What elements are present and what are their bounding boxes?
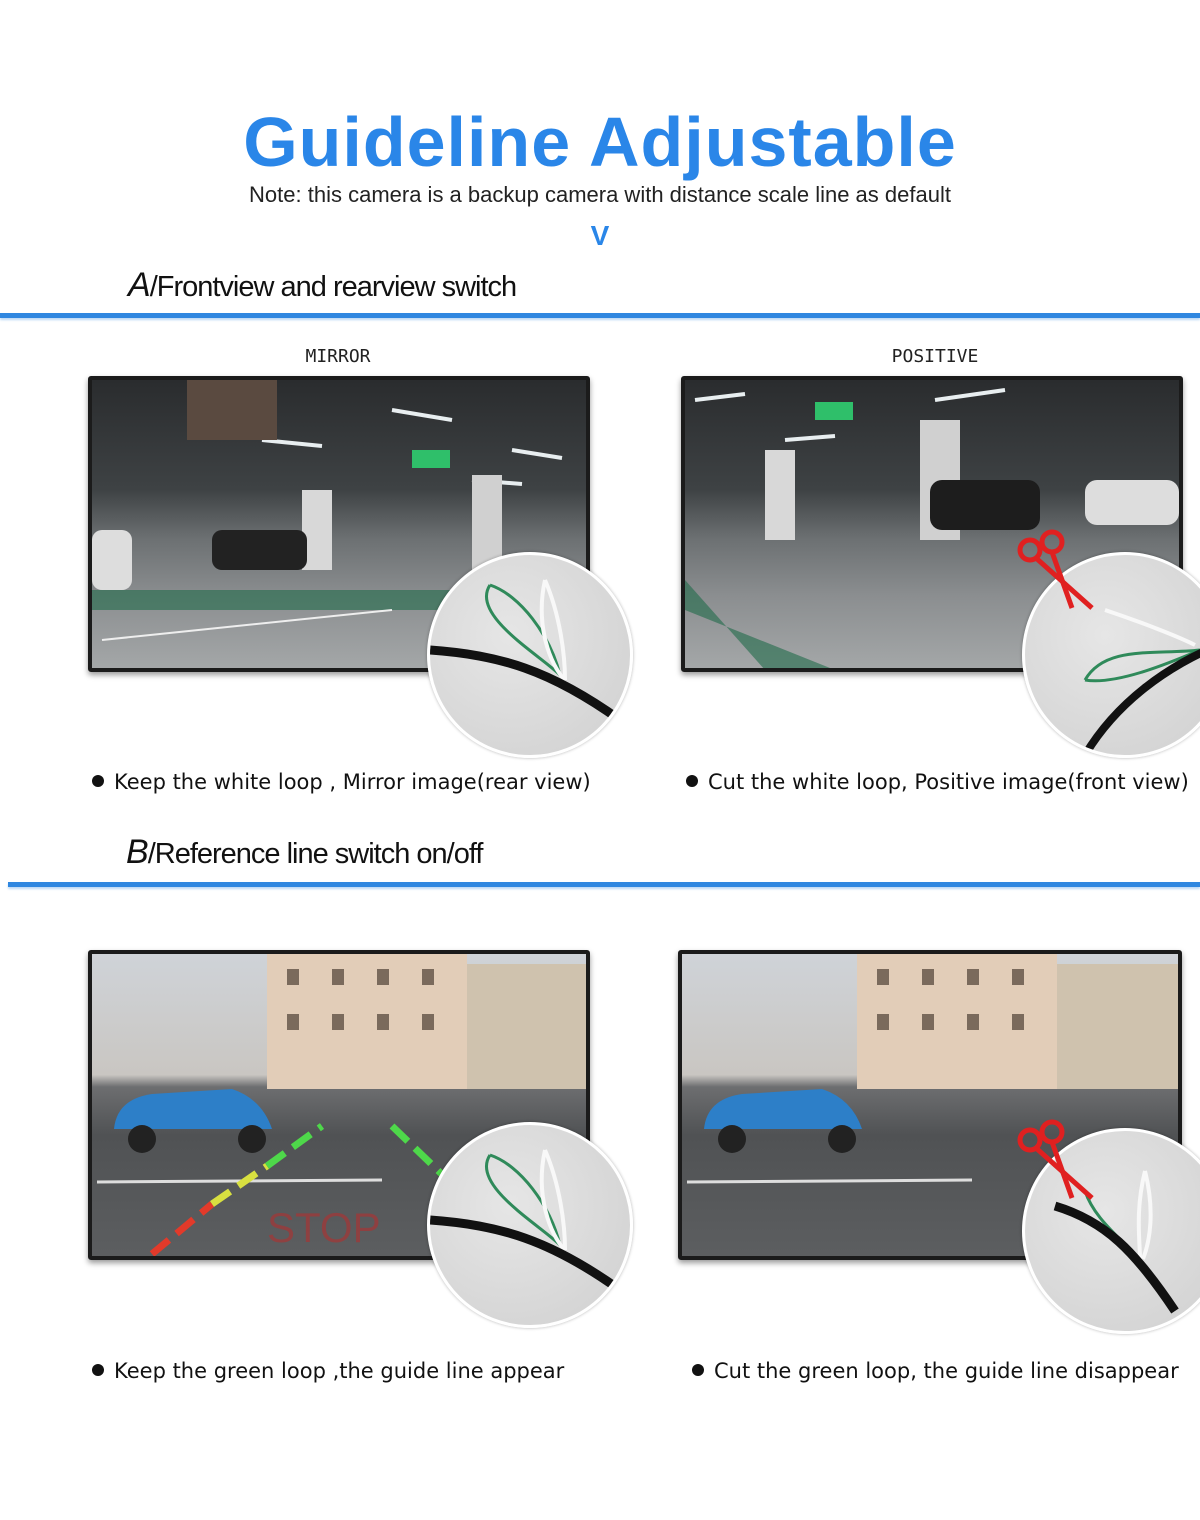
scissors-icon (1012, 528, 1102, 618)
page-title: Guideline Adjustable (243, 103, 957, 181)
mirror-caption-text: Keep the white loop , Mirror image(rear view) (114, 770, 591, 794)
cable-closeup-white-loop (427, 552, 633, 758)
guide-on-caption (92, 1359, 564, 1383)
cable-loop-icon (430, 555, 633, 758)
section-a-letter: A (128, 266, 150, 304)
positive-caption (686, 770, 1189, 794)
guide-on-caption-text: Keep the green loop ,the guide line appear (114, 1359, 565, 1383)
section-b-letter: B (126, 833, 148, 871)
note-text: Note: this camera is a backup camera with distance scale line as default (249, 182, 951, 207)
bullet-icon (92, 1364, 104, 1376)
bullet-icon (692, 1364, 704, 1376)
section-a-heading (128, 266, 516, 305)
section-a-title: /Frontview and rearview switch (149, 271, 517, 303)
cable-loop-icon (430, 1125, 633, 1328)
section-b-heading (126, 833, 482, 872)
mirror-caption (92, 770, 591, 794)
bullet-icon (92, 775, 104, 787)
bullet-icon (686, 775, 698, 787)
section-b-title: /Reference line switch on/off (147, 838, 483, 870)
cable-closeup-green-loop (427, 1122, 633, 1328)
positive-label: POSITIVE (891, 346, 979, 367)
scissors-icon (1012, 1118, 1102, 1208)
guide-off-caption (692, 1359, 1179, 1383)
stop-road-marking: STOP (267, 1204, 381, 1251)
positive-caption-text: Cut the white loop, Positive image(front view) (708, 770, 1189, 794)
mirror-label: MIRROR (305, 346, 371, 367)
guide-off-caption-text: Cut the green loop, the guide line disappear (714, 1359, 1179, 1383)
down-arrow-icon: V (590, 220, 610, 251)
section-b-divider (8, 882, 1200, 887)
section-a-divider (0, 313, 1200, 318)
